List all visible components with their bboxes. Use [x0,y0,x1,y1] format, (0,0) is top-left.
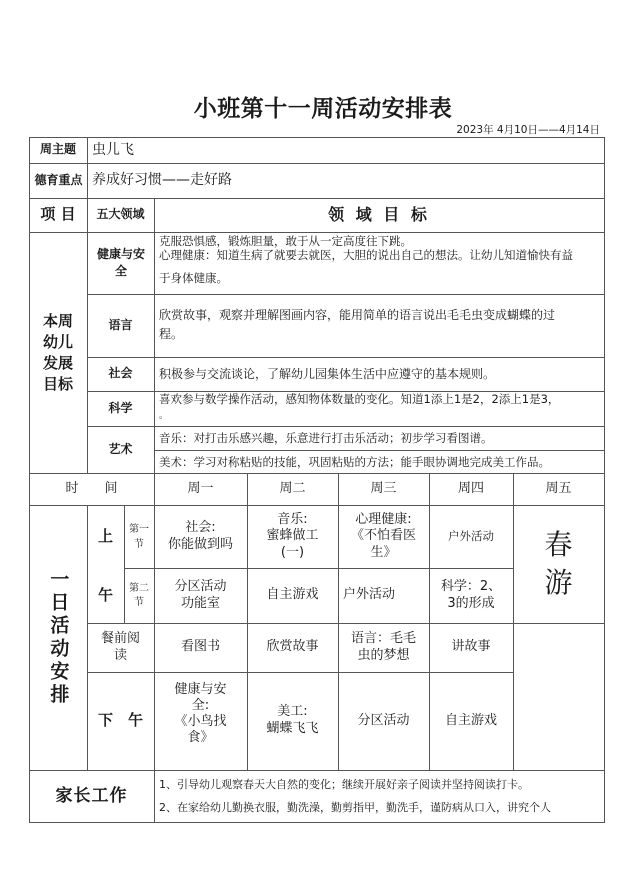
afternoon-mon: 健康与安 全: 《小鸟找 食》 [174,682,227,745]
time-header: 时 间 [65,480,118,496]
p1-mon: 社会: 你能做到吗 [167,519,233,552]
domain-health-label: 健康与安全 [97,247,146,278]
art-fineart-goal: 美术：学习对称粘贴的技能，巩固粘贴的方法；能手眼协调地完成美工作品。 [159,455,550,469]
reading-tue: 欣赏故事 [266,639,319,655]
social-goal-line1: 积极参与交流谈论，了解幼儿园集体生活中应遵守的基本规则。 [159,367,496,381]
day-header-wed: 周三 [370,480,397,496]
goals-section-label: 本周幼儿发展目标 [42,311,73,393]
p2-wed: 户外活动 [343,587,396,603]
p1-tue: 音乐: 蜜蜂做工 (一) [266,512,319,560]
art-music-goal: 音乐：对打击乐感兴趣，乐意进行打击乐活动；初步学习看图谱。 [159,431,493,445]
reading-thu: 讲故事 [451,639,491,655]
goals-header: 领 域 目 标 [328,204,430,224]
p2-tue: 自主游戏 [266,587,319,603]
page-title: 小班第十一周活动安排表 [193,96,453,122]
health-goal-line2: 心理健康：知道生病了就要去就医，大胆的说出自己的想法。让幼儿知道愉快有益 [159,248,573,262]
domain-social-label: 社会 [108,366,133,381]
fri-spring-outing: 春 游 [544,528,573,599]
science-goal-line1: 喜欢参与数学操作活动，感知物体数量的变化。知道1添上1是2，2添上1是3， [159,392,560,406]
language-goal-line1: 欣赏故事，观察并理解图画内容，能用简单的语言说出毛毛虫变成蝴蝶的过 [159,308,556,322]
reading-wed: 语言：毛毛 虫的梦想 [350,630,416,663]
domain-art-label: 艺术 [108,441,133,456]
afternoon-wed: 分区活动 [357,712,410,728]
period-2-label: 第二节 [129,582,149,608]
schedule-section-label: 一日活动安排 [47,568,70,707]
health-goal-line1: 克服恐惧感，锻炼胆量，敢于从一定高度往下跳。 [159,234,412,248]
day-header-mon: 周一 [187,480,214,496]
p2-thu: 科学：2、 3的形成 [440,578,502,611]
period-1-label: 第一节 [129,523,149,550]
morning-label-1: 上 [97,526,113,545]
moral-value: 养成好习惯——走好路 [92,172,232,189]
day-header-fri: 周五 [545,480,572,496]
morning-label-2: 午 [97,585,113,604]
parents-line2: 2、在家给幼儿勤换衣服，勤洗澡，勤剪指甲，勤洗手，谨防病从口入，讲究个人 [159,801,551,814]
afternoon-thu: 自主游戏 [444,712,497,728]
p2-mon: 分区活动 功能室 [174,578,227,611]
science-goal-line2: 。 [159,411,169,421]
p1-thu: 户外活动 [448,529,494,544]
reading-mon: 看图书 [180,639,220,655]
day-header-tue: 周二 [279,480,306,496]
afternoon-label: 下 午 [97,711,143,730]
theme-label: 周主题 [39,142,76,157]
domain-language-label: 语言 [108,317,133,332]
language-goal-line2: 程。 [159,327,184,341]
parents-label: 家长工作 [55,785,128,806]
health-goal-line3: 于身体健康。 [159,271,228,285]
date-range: 2023年 4月10日——4月14日 [456,124,600,136]
afternoon-tue: 美工: 蝴蝶飞飞 [266,704,319,736]
domain-science-label: 科学 [108,400,133,415]
theme-value: 虫儿飞 [92,141,134,158]
day-header-thu: 周四 [457,480,484,496]
domains-header: 五大领域 [96,207,145,222]
moral-label: 德育重点 [34,173,83,187]
parents-line1: 1、引导幼儿观察春天大自然的变化；继续开展好亲子阅读并坚持阅读打卡。 [159,778,529,791]
reading-label: 餐前阅读 [100,630,140,663]
p1-wed: 心理健康: 《不怕看医 生》 [350,512,416,560]
item-header: 项 目 [40,205,76,224]
